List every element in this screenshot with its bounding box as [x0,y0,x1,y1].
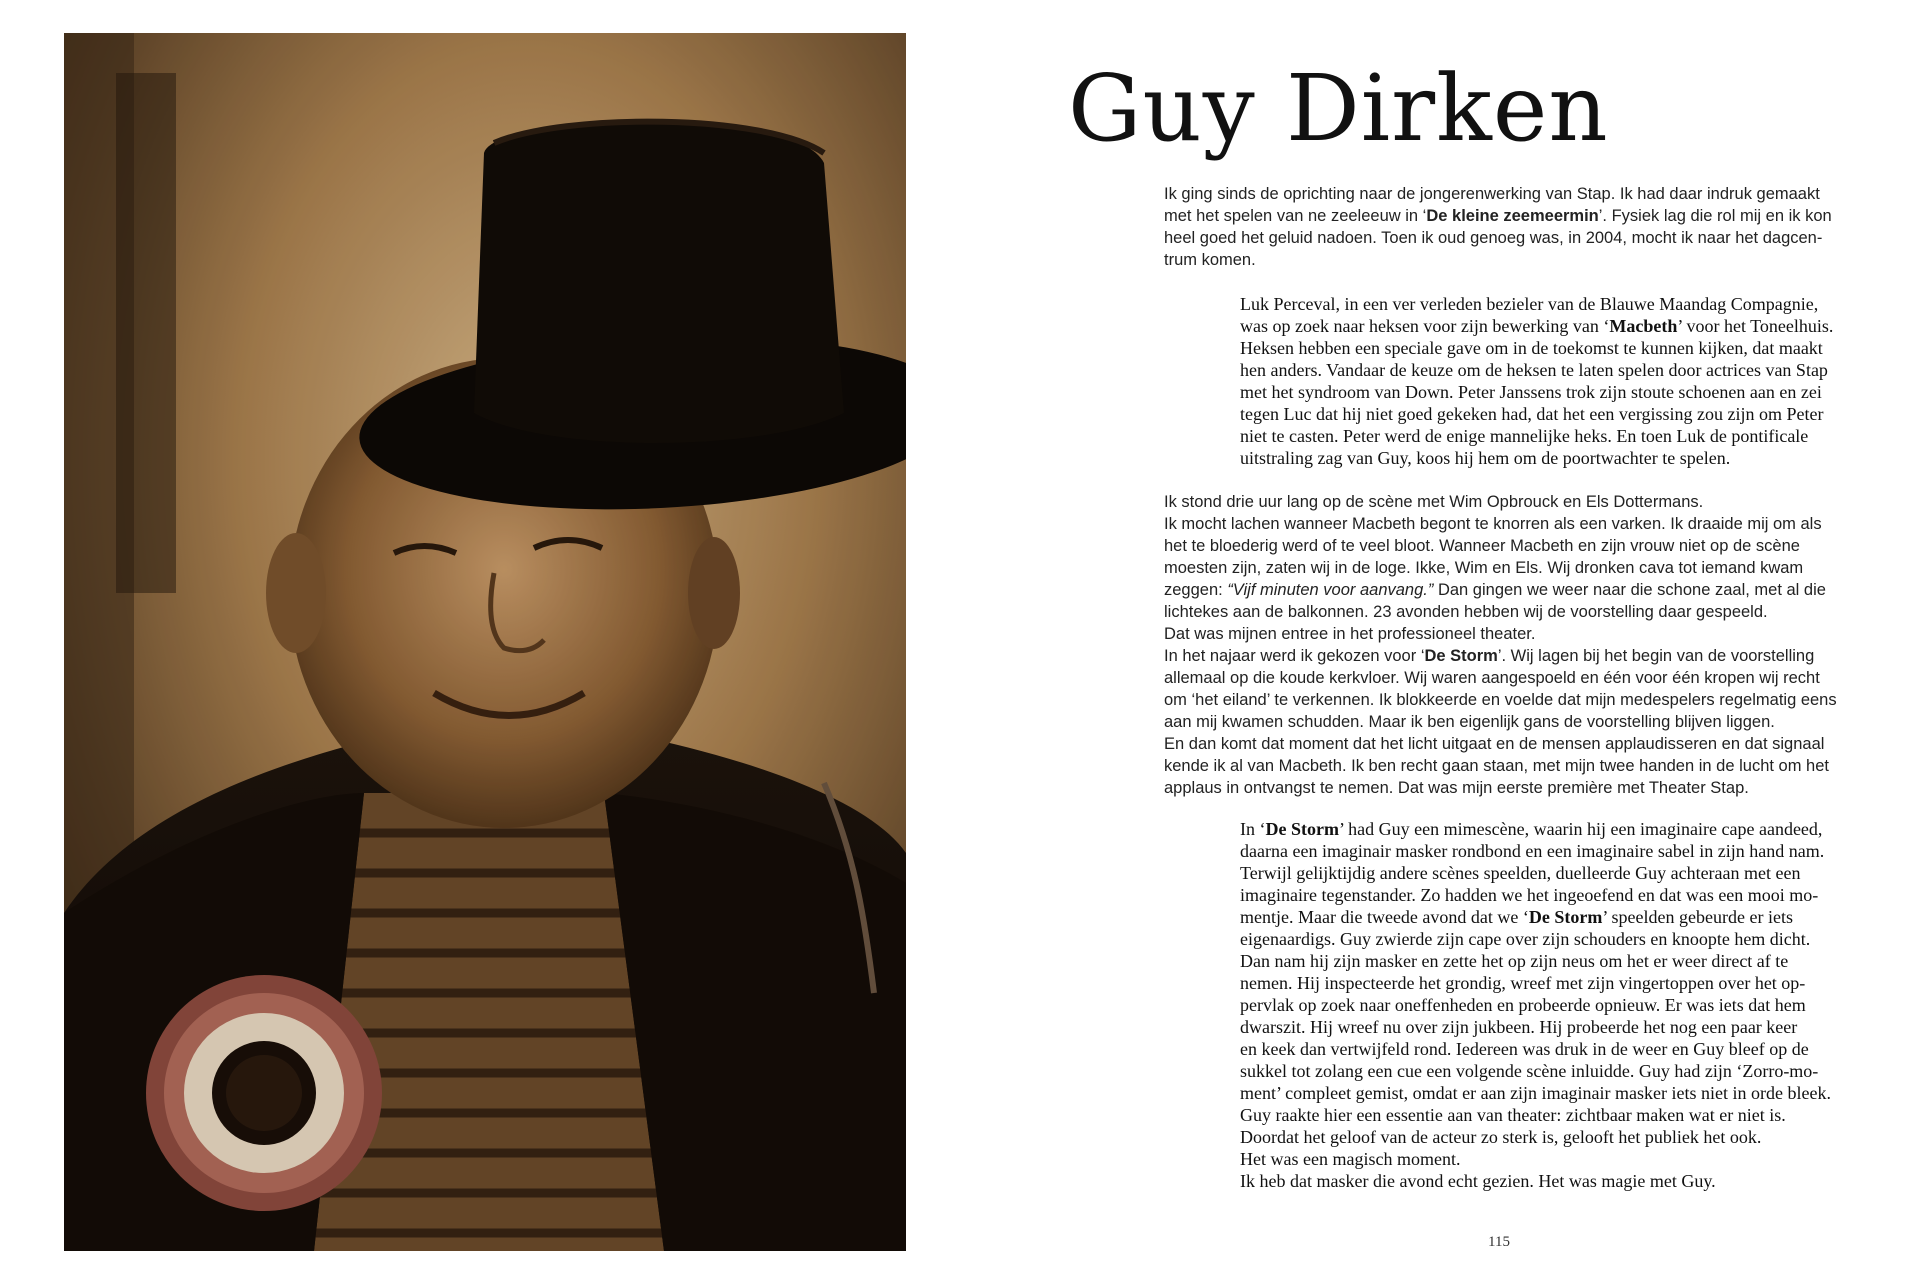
text-run: om ‘het eiland’ te verkennen. Ik blokkeerde en voelde dat mijn medespelers regelmatig eens [1164,691,1837,709]
text-line [1164,491,1840,513]
text-line [1240,447,1836,469]
italic-text: “Vijf minuten voor aanvang.” [1227,581,1434,599]
text-line [1164,755,1840,777]
text-run: Dan gingen we weer naar die schone zaal, met al die [1433,581,1826,599]
quote-de-storm [1240,818,1836,1192]
text-run: uitstraling zag van Guy, koos hij hem om de poortwachter te spelen. [1240,448,1731,468]
text-line [1240,862,1836,884]
text-run: Heksen hebben een speciale gave om in de toekomst te kunnen kijken, dat maakt [1240,338,1823,358]
text-run: applaus in ontvangst te nemen. Dat was mijn eerste première met Theater Stap. [1164,779,1749,797]
text-run: Ik stond drie uur lang op de scène met Wim Opbrouck en Els Dottermans. [1164,493,1704,511]
text-run: ment’ compleet gemist, omdat er aan zijn imaginair masker iets niet in orde bleek. [1240,1083,1831,1103]
text-line [1164,601,1840,623]
text-line [1240,1148,1836,1170]
text-line [1240,1082,1836,1104]
text-run: heel goed het geluid nadoen. Toen ik oud genoeg was, in 2004, mocht ik naar het dagcen- [1164,229,1823,247]
text-line [1164,645,1840,667]
text-run: aan mij kwamen schudden. Maar ik ben eigenlijk gans de voorstelling blijven liggen. [1164,713,1775,731]
paragraph-career [1164,491,1840,799]
text-run: nemen. Hij inspecteerde het grondig, wreef met zijn vingertoppen over het op- [1240,973,1806,993]
text-line [1164,513,1840,535]
text-run: kende ik al van Macbeth. Ik ben recht gaan staan, met mijn twee handen in de lucht om het [1164,757,1829,775]
text-run: met het spelen van ne zeeleeuw in ‘ [1164,207,1427,225]
text-run: allemaal op die koude kerkvloer. Wij waren aangespoeld en één voor één kropen wij recht [1164,669,1820,687]
text-run: Luk Perceval, in een ver verleden bezieler van de Blauwe Maandag Compagnie, [1240,294,1819,314]
text-line [1240,906,1836,928]
bold-text: De Storm [1528,907,1603,927]
text-line [1164,689,1840,711]
text-line [1164,623,1840,645]
text-run: Ik heb dat masker die avond echt gezien. Het was magie met Guy. [1240,1171,1716,1191]
text-line [1164,205,1840,227]
text-line [1240,994,1836,1016]
text-run: was op zoek naar heksen voor zijn bewerking van ‘ [1240,316,1610,336]
text-run: Doordat het geloof van de acteur zo sterk is, gelooft het publiek het ook. [1240,1127,1762,1147]
text-line [1164,227,1840,249]
text-run: moesten zijn, zaten wij in de loge. Ikke, Wim en Els. Wij dronken cava tot iemand kwam [1164,559,1804,577]
text-line [1240,1016,1836,1038]
text-run: ’ had Guy een mimescène, waarin hij een imaginaire cape aandeed, [1338,819,1823,839]
text-run: tegen Luc dat hij niet goed gekeken had, dat het een vergissing zou zijn om Peter [1240,404,1824,424]
page-title: Guy Dirken [1068,55,1609,162]
text-line [1240,381,1836,403]
quote-macbeth [1240,293,1836,469]
text-line [1240,950,1836,972]
text-line [1164,557,1840,579]
text-line [1240,1104,1836,1126]
text-line [1240,315,1836,337]
text-run: trum komen. [1164,251,1256,269]
bold-text: De kleine zeemeermin [1426,207,1599,225]
text-run: lichtekes aan de balkonnen. 23 avonden hebben wij de voorstelling daar gespeeld. [1164,603,1768,621]
text-line [1164,733,1840,755]
text-run: sukkel tot zolang een cue een volgende scène inluidde. Guy had zijn ‘Zorro-mo- [1240,1061,1819,1081]
text-run: het te bloederig werd of te veel bloot. Wanneer Macbeth en zijn vrouw niet op de scène [1164,537,1800,555]
text-run: En dan komt dat moment dat het licht uitgaat en de mensen applaudisseren en dat signaal [1164,735,1825,753]
text-line [1240,337,1836,359]
text-run: Dan nam hij zijn masker en zette het op zijn neus om het er weer direct af te [1240,951,1789,971]
bold-text: Macbeth [1609,316,1678,336]
text-line [1164,535,1840,557]
portrait-photo [64,33,906,1251]
text-run: Guy raakte hier een essentie aan van theater: zichtbaar maken wat er niet is. [1240,1105,1786,1125]
text-run: ’ voor het Toneelhuis. [1677,316,1834,336]
bold-text: De Storm [1424,647,1498,665]
text-run: eigenaardigs. Guy zwierde zijn cape over zijn schouders en knoopte hem dicht. [1240,929,1811,949]
text-line [1240,928,1836,950]
text-run: In ‘ [1240,819,1266,839]
text-run: mentje. Maar die tweede avond dat we ‘ [1240,907,1529,927]
text-line [1164,579,1840,601]
text-run: niet te casten. Peter werd de enige mannelijke heks. En toen Luk de pontificale [1240,426,1809,446]
bold-text: De Storm [1265,819,1339,839]
text-run: In het najaar werd ik gekozen voor ‘ [1164,647,1425,665]
text-line [1164,183,1840,205]
text-line [1164,711,1840,733]
text-line [1240,884,1836,906]
text-line [1240,425,1836,447]
text-run: zeggen: [1164,581,1228,599]
text-line [1240,1126,1836,1148]
text-run: dwarszit. Hij wreef nu over zijn jukbeen. Hij probeerde het nog een paar keer [1240,1017,1798,1037]
text-line [1164,667,1840,689]
text-line [1240,359,1836,381]
text-line [1240,1060,1836,1082]
text-run: met het syndroom van Down. Peter Janssens trok zijn stoute schoenen aan en zei [1240,382,1822,402]
text-line [1240,1038,1836,1060]
text-line [1240,403,1836,425]
text-line [1240,840,1836,862]
text-line [1164,777,1840,799]
text-run: Ik mocht lachen wanneer Macbeth begont te knorren als een varken. Ik draaide mij om als [1164,515,1822,533]
text-run: Het was een magisch moment. [1240,1149,1461,1169]
text-run: ’ speelden gebeurde er iets [1602,907,1793,927]
text-line [1240,293,1836,315]
text-line [1240,818,1836,840]
text-run: ’. Wij lagen bij het begin van de voorstelling [1497,647,1815,665]
text-run: Terwijl gelijktijdig andere scènes speelden, duelleerde Guy achteraan met een [1240,863,1801,883]
text-line [1164,249,1840,271]
text-run: daarna een imaginair masker rondbond en een imaginaire sabel in zijn hand nam. [1240,841,1825,861]
text-line [1240,972,1836,994]
portrait-image [64,33,906,1251]
text-run: hen anders. Vandaar de keuze om de heksen te laten spelen door actrices van Stap [1240,360,1828,380]
paragraph-intro [1164,183,1840,271]
text-run: ’. Fysiek lag die rol mij en ik kon [1598,207,1832,225]
text-run: Dat was mijnen entree in het professioneel theater. [1164,625,1536,643]
text-run: imaginaire tegenstander. Zo hadden we het ingeoefend en dat was een mooi mo- [1240,885,1819,905]
text-line [1240,1170,1836,1192]
text-run: en keek dan vertwijfeld rond. Iedereen was druk in de weer en Guy bleef op de [1240,1039,1809,1059]
text-run: pervlak op zoek naar oneffenheden en probeerde opnieuw. Er was iets dat hem [1240,995,1806,1015]
text-run: Ik ging sinds de oprichting naar de jongerenwerking van Stap. Ik had daar indruk gemaakt [1164,185,1820,203]
page-number: 115 [1488,1234,1510,1250]
